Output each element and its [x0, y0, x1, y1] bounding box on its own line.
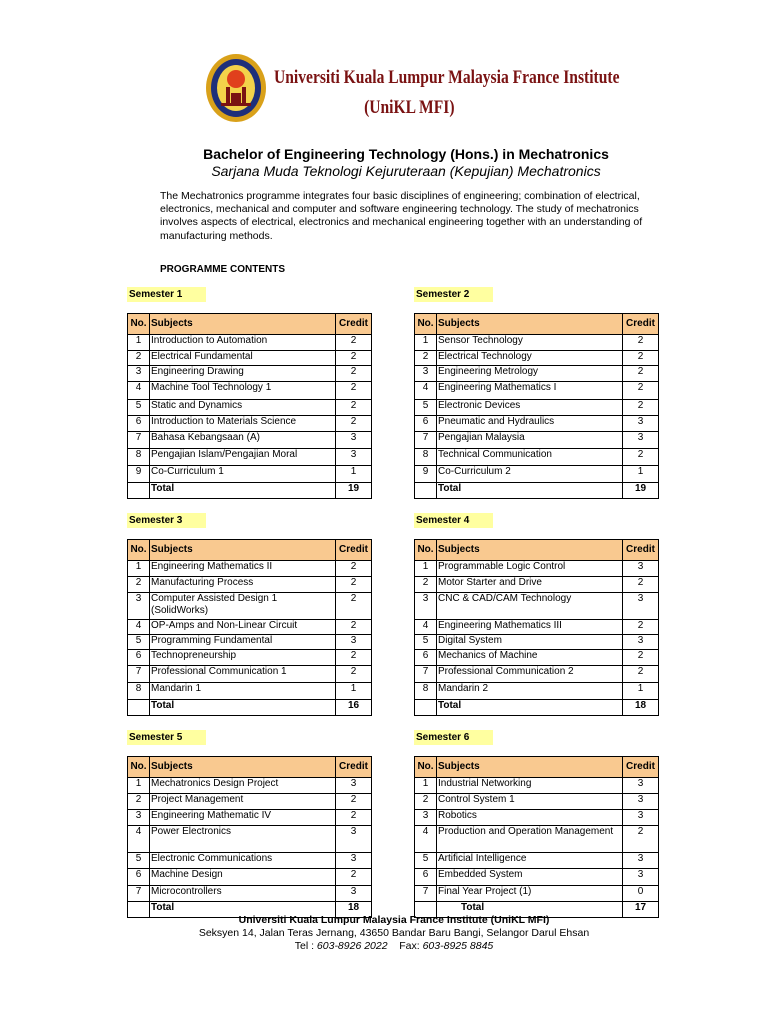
row-credit: 3 — [623, 561, 659, 577]
row-credit: 2 — [336, 666, 372, 683]
table-row — [415, 432, 659, 449]
table-row — [128, 351, 372, 366]
row-subject: Control System 1 — [437, 794, 623, 810]
footer — [0, 914, 768, 953]
row-number: 7 — [415, 666, 437, 683]
total-label: Total — [437, 902, 623, 918]
row-number: 5 — [128, 635, 150, 650]
university-abbreviation: (UniKL MFI) — [364, 97, 455, 118]
semester-table — [414, 313, 659, 499]
row-credit: 3 — [336, 886, 372, 902]
row-number: 9 — [128, 466, 150, 483]
university-name: Universiti Kuala Lumpur Malaysia France Institute — [274, 67, 620, 88]
row-credit: 2 — [336, 382, 372, 400]
semester-table — [414, 539, 659, 716]
row-number: 5 — [415, 400, 437, 416]
table-row — [128, 561, 372, 577]
row-subject: Professional Communication 1 — [150, 666, 336, 683]
table-row — [415, 335, 659, 351]
row-number: 6 — [128, 869, 150, 886]
row-number: 2 — [128, 794, 150, 810]
header-credit: Credit — [623, 757, 659, 778]
row-credit: 3 — [623, 635, 659, 650]
row-number: 4 — [128, 620, 150, 635]
row-subject: Engineering Metrology — [437, 366, 623, 382]
row-number: 8 — [128, 683, 150, 700]
table-row — [415, 400, 659, 416]
table-row — [415, 810, 659, 826]
table-row — [415, 886, 659, 902]
total-credit: 18 — [336, 902, 372, 918]
row-credit: 3 — [623, 778, 659, 794]
table-row — [128, 826, 372, 853]
row-subject: Sensor Technology — [437, 335, 623, 351]
row-subject: Machine Tool Technology 1 — [150, 382, 336, 400]
row-subject: Industrial Networking — [437, 778, 623, 794]
row-subject: Co-Curriculum 2 — [437, 466, 623, 483]
table-row — [415, 683, 659, 700]
total-blank — [128, 700, 150, 716]
row-subject: Robotics — [437, 810, 623, 826]
programme-subtitle: Sarjana Muda Teknologi Kejuruteraan (Kepujian) Mechatronics — [211, 163, 601, 179]
row-number: 4 — [415, 620, 437, 635]
row-number: 4 — [415, 382, 437, 400]
programme-title: Bachelor of Engineering Technology (Hons.) in Mechatronics — [203, 146, 609, 162]
row-credit: 3 — [336, 449, 372, 466]
header-subjects: Subjects — [437, 540, 623, 561]
total-credit: 19 — [336, 483, 372, 499]
row-subject: Engineering Mathematic IV — [150, 810, 336, 826]
total-blank — [415, 483, 437, 499]
table-row — [415, 561, 659, 577]
row-credit: 3 — [336, 432, 372, 449]
total-label: Total — [437, 700, 623, 716]
row-number: 7 — [128, 886, 150, 902]
table-row — [128, 650, 372, 666]
row-credit: 2 — [336, 561, 372, 577]
header-no: No. — [128, 757, 150, 778]
footer-contact — [0, 940, 768, 953]
row-subject: Programmable Logic Control — [437, 561, 623, 577]
row-credit: 1 — [336, 466, 372, 483]
programme-contents-heading: PROGRAMME CONTENTS — [160, 264, 285, 275]
semester-table — [127, 756, 372, 918]
table-row — [415, 449, 659, 466]
row-number: 5 — [415, 635, 437, 650]
row-subject: Mandarin 1 — [150, 683, 336, 700]
table-row — [415, 593, 659, 620]
table-row — [128, 400, 372, 416]
row-subject: Pengajian Islam/Pengajian Moral — [150, 449, 336, 466]
row-subject: Final Year Project (1) — [437, 886, 623, 902]
table-row — [415, 620, 659, 635]
row-credit: 2 — [623, 666, 659, 683]
total-blank — [415, 700, 437, 716]
row-credit: 2 — [336, 366, 372, 382]
header-no: No. — [415, 540, 437, 561]
row-number: 6 — [415, 416, 437, 432]
university-title — [274, 63, 620, 123]
total-label: Total — [150, 700, 336, 716]
table-row — [415, 351, 659, 366]
row-subject: Static and Dynamics — [150, 400, 336, 416]
row-subject: Electronic Devices — [437, 400, 623, 416]
row-subject: CNC & CAD/CAM Technology — [437, 593, 623, 620]
row-subject: Mechanics of Machine — [437, 650, 623, 666]
row-subject: Co-Curriculum 1 — [150, 466, 336, 483]
row-subject: Manufacturing Process — [150, 577, 336, 593]
table-row — [415, 826, 659, 853]
row-number: 2 — [128, 577, 150, 593]
row-subject: Engineering Mathematics III — [437, 620, 623, 635]
row-credit: 2 — [336, 869, 372, 886]
row-subject: Production and Operation Management — [437, 826, 623, 853]
row-credit: 2 — [623, 382, 659, 400]
row-number: 6 — [415, 650, 437, 666]
row-number: 3 — [128, 593, 150, 620]
table-row — [128, 466, 372, 483]
row-number: 3 — [415, 366, 437, 382]
header-no: No. — [415, 757, 437, 778]
row-number: 7 — [415, 432, 437, 449]
table-row — [128, 886, 372, 902]
header-credit: Credit — [336, 314, 372, 335]
row-subject: Engineering Mathematics I — [437, 382, 623, 400]
row-number: 4 — [128, 382, 150, 400]
semester-label: Semester 5 — [127, 730, 206, 745]
row-credit: 2 — [623, 577, 659, 593]
row-credit: 2 — [336, 400, 372, 416]
row-credit: 2 — [623, 650, 659, 666]
table-row — [128, 620, 372, 635]
semester-table — [127, 539, 372, 716]
row-number: 1 — [415, 335, 437, 351]
row-number: 8 — [415, 683, 437, 700]
row-credit: 2 — [623, 400, 659, 416]
total-credit: 18 — [623, 700, 659, 716]
row-credit: 2 — [336, 810, 372, 826]
row-number: 7 — [128, 666, 150, 683]
semester-table — [414, 756, 659, 918]
row-subject: Engineering Mathematics II — [150, 561, 336, 577]
table-row — [415, 869, 659, 886]
total-row — [128, 483, 372, 499]
row-subject: Computer Assisted Design 1 (SolidWorks) — [150, 593, 336, 620]
fax-number: 603-8925 8845 — [422, 940, 494, 952]
row-subject: Electrical Technology — [437, 351, 623, 366]
total-label: Total — [437, 483, 623, 499]
row-credit: 2 — [336, 416, 372, 432]
row-credit: 3 — [623, 794, 659, 810]
row-credit: 1 — [623, 683, 659, 700]
table-row — [415, 650, 659, 666]
row-number: 6 — [128, 650, 150, 666]
row-credit: 3 — [336, 853, 372, 869]
row-credit: 2 — [623, 366, 659, 382]
row-number: 1 — [128, 561, 150, 577]
semester-label: Semester 4 — [414, 513, 493, 528]
row-subject: Professional Communication 2 — [437, 666, 623, 683]
semester-label: Semester 6 — [414, 730, 493, 745]
row-subject: OP-Amps and Non-Linear Circuit — [150, 620, 336, 635]
row-number: 6 — [415, 869, 437, 886]
row-credit: 0 — [623, 886, 659, 902]
table-row — [415, 366, 659, 382]
footer-institution: Universiti Kuala Lumpur Malaysia France Institute (UniKL MFI) — [238, 914, 550, 926]
row-subject: Introduction to Automation — [150, 335, 336, 351]
total-row — [415, 483, 659, 499]
row-credit: 2 — [623, 620, 659, 635]
table-row — [415, 382, 659, 400]
row-subject: Engineering Drawing — [150, 366, 336, 382]
table-row — [415, 666, 659, 683]
table-row — [128, 810, 372, 826]
table-row — [415, 635, 659, 650]
row-number: 5 — [128, 853, 150, 869]
row-credit: 2 — [336, 593, 372, 620]
row-subject: Technical Communication — [437, 449, 623, 466]
header-credit: Credit — [336, 540, 372, 561]
row-number: 2 — [415, 794, 437, 810]
row-number: 8 — [415, 449, 437, 466]
table-row — [128, 335, 372, 351]
row-credit: 2 — [336, 335, 372, 351]
table-row — [128, 382, 372, 400]
table-row — [128, 432, 372, 449]
header-no: No. — [128, 540, 150, 561]
row-credit: 2 — [336, 794, 372, 810]
table-row — [128, 577, 372, 593]
semester-label: Semester 1 — [127, 287, 206, 302]
row-credit: 2 — [623, 826, 659, 853]
fax-label: Fax: — [399, 940, 423, 952]
total-label: Total — [150, 902, 336, 918]
table-row — [128, 449, 372, 466]
row-number: 1 — [415, 778, 437, 794]
row-subject: Electronic Communications — [150, 853, 336, 869]
row-credit: 1 — [623, 466, 659, 483]
total-credit: 16 — [336, 700, 372, 716]
total-row — [415, 700, 659, 716]
row-number: 2 — [415, 351, 437, 366]
row-number: 2 — [415, 577, 437, 593]
table-row — [128, 416, 372, 432]
semester-table — [127, 313, 372, 499]
row-number: 2 — [128, 351, 150, 366]
row-number: 3 — [128, 366, 150, 382]
row-credit: 3 — [623, 416, 659, 432]
row-number: 8 — [128, 449, 150, 466]
table-row — [128, 366, 372, 382]
row-credit: 2 — [623, 335, 659, 351]
table-row — [128, 794, 372, 810]
row-subject: Pengajian Malaysia — [437, 432, 623, 449]
row-number: 4 — [415, 826, 437, 853]
total-credit: 17 — [623, 902, 659, 918]
table-row — [128, 778, 372, 794]
header-subjects: Subjects — [150, 757, 336, 778]
table-row — [128, 853, 372, 869]
row-subject: Embedded System — [437, 869, 623, 886]
header-no: No. — [415, 314, 437, 335]
row-number: 3 — [415, 593, 437, 620]
row-credit: 3 — [623, 869, 659, 886]
row-subject: Microcontrollers — [150, 886, 336, 902]
row-credit: 2 — [336, 351, 372, 366]
header-no: No. — [128, 314, 150, 335]
table-row — [128, 683, 372, 700]
row-number: 1 — [415, 561, 437, 577]
table-row — [128, 869, 372, 886]
tel-number: 603-8926 2022 — [316, 940, 388, 952]
row-subject: Artificial Intelligence — [437, 853, 623, 869]
row-number: 5 — [415, 853, 437, 869]
table-row — [415, 778, 659, 794]
table-row — [128, 666, 372, 683]
row-subject: Technopreneurship — [150, 650, 336, 666]
header-subjects: Subjects — [437, 757, 623, 778]
row-subject: Motor Starter and Drive — [437, 577, 623, 593]
row-number: 3 — [128, 810, 150, 826]
table-row — [128, 635, 372, 650]
table-row — [415, 853, 659, 869]
total-row — [128, 700, 372, 716]
row-credit: 1 — [336, 683, 372, 700]
header-credit: Credit — [623, 540, 659, 561]
total-label: Total — [150, 483, 336, 499]
row-subject: Digital System — [437, 635, 623, 650]
header-credit: Credit — [336, 757, 372, 778]
row-subject: Mechatronics Design Project — [150, 778, 336, 794]
row-subject: Pneumatic and Hydraulics — [437, 416, 623, 432]
row-number: 7 — [128, 432, 150, 449]
header-credit: Credit — [623, 314, 659, 335]
row-subject: Programming Fundamental — [150, 635, 336, 650]
row-number: 1 — [128, 335, 150, 351]
university-crest-icon — [205, 53, 267, 123]
row-number: 4 — [128, 826, 150, 853]
header-subjects: Subjects — [437, 314, 623, 335]
row-subject: Mandarin 2 — [437, 683, 623, 700]
programme-description: The Mechatronics programme integrates four basic disciplines of engineering; combination of electrical, electronics, mechanical and computer and software engineering technology. The study of mechatronics involves aspects of electrical, electronics and mechanical engineering together with an understanding of manufacturing methods. — [160, 190, 643, 242]
semester-label: Semester 3 — [127, 513, 206, 528]
table-row — [128, 593, 372, 620]
row-credit: 2 — [336, 650, 372, 666]
row-credit: 3 — [336, 826, 372, 853]
total-blank — [128, 483, 150, 499]
row-credit: 3 — [623, 853, 659, 869]
row-number: 7 — [415, 886, 437, 902]
row-credit: 3 — [336, 635, 372, 650]
row-number: 6 — [128, 416, 150, 432]
row-credit: 2 — [336, 577, 372, 593]
row-number: 5 — [128, 400, 150, 416]
row-credit: 3 — [336, 778, 372, 794]
header-subjects: Subjects — [150, 314, 336, 335]
total-credit: 19 — [623, 483, 659, 499]
footer-address: Seksyen 14, Jalan Teras Jernang, 43650 Bandar Baru Bangi, Selangor Darul Ehsan — [198, 927, 590, 939]
row-subject: Introduction to Materials Science — [150, 416, 336, 432]
row-subject: Power Electronics — [150, 826, 336, 853]
row-subject: Electrical Fundamental — [150, 351, 336, 366]
row-credit: 2 — [623, 351, 659, 366]
row-number: 1 — [128, 778, 150, 794]
header-subjects: Subjects — [150, 540, 336, 561]
row-credit: 3 — [623, 810, 659, 826]
row-credit: 2 — [623, 449, 659, 466]
row-subject: Project Management — [150, 794, 336, 810]
row-number: 3 — [415, 810, 437, 826]
row-subject: Machine Design — [150, 869, 336, 886]
table-row — [415, 416, 659, 432]
row-credit: 2 — [336, 620, 372, 635]
table-row — [415, 794, 659, 810]
semester-label: Semester 2 — [414, 287, 493, 302]
row-credit: 3 — [623, 593, 659, 620]
tel-label: Tel : — [294, 940, 317, 952]
row-credit: 3 — [623, 432, 659, 449]
row-number: 9 — [415, 466, 437, 483]
row-subject: Bahasa Kebangsaan (A) — [150, 432, 336, 449]
table-row — [415, 466, 659, 483]
table-row — [415, 577, 659, 593]
